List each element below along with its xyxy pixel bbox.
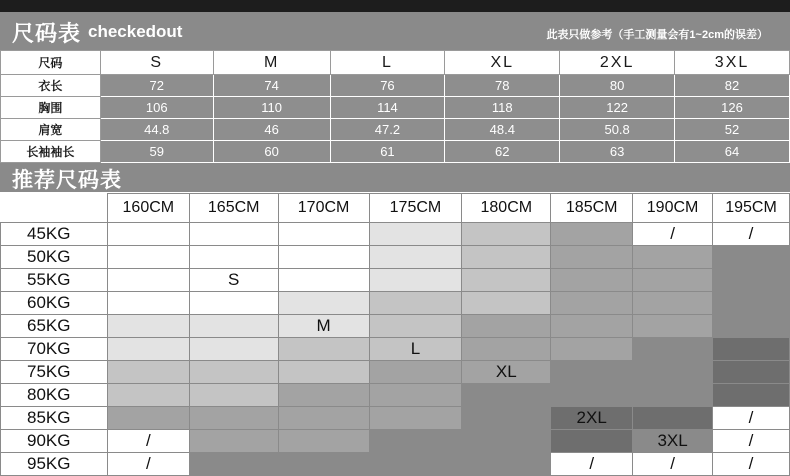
- measure-row-shoulder: [1, 119, 790, 141]
- weight-label: 50KG: [1, 246, 108, 269]
- size-label: 2XL: [560, 51, 675, 75]
- recommend-cell: [278, 407, 369, 430]
- size-label: S: [100, 51, 213, 75]
- measure-value: 52: [675, 119, 790, 141]
- measure-value: 80: [560, 75, 675, 97]
- recommend-cell: [189, 361, 278, 384]
- size-label: 3XL: [675, 51, 790, 75]
- recommend-cell: [713, 338, 790, 361]
- recommend-cell: /: [551, 453, 633, 476]
- weight-row: [1, 292, 790, 315]
- recommend-cell: /: [107, 453, 189, 476]
- recommend-cell: [713, 246, 790, 269]
- recommend-cell: [462, 269, 551, 292]
- recommend-cell: /: [713, 453, 790, 476]
- weight-label: 85KG: [1, 407, 108, 430]
- recommend-cell: [189, 315, 278, 338]
- recommend-cell: [107, 384, 189, 407]
- measure-value: 63: [560, 141, 675, 163]
- recommend-cell: [107, 407, 189, 430]
- measure-value: 76: [330, 75, 445, 97]
- recommend-cell: [551, 430, 633, 453]
- recommend-cell: [278, 361, 369, 384]
- recommend-header: [0, 163, 790, 192]
- measure-value: 44.8: [100, 119, 213, 141]
- recommend-cell: [713, 292, 790, 315]
- recommend-cell: [462, 292, 551, 315]
- weight-label: 60KG: [1, 292, 108, 315]
- recommend-cell: [369, 361, 462, 384]
- measure-row-sleeve: [1, 141, 790, 163]
- measure-value: 48.4: [445, 119, 560, 141]
- recommend-cell: S: [189, 269, 278, 292]
- measure-value: 122: [560, 97, 675, 119]
- recommend-cell: /: [713, 223, 790, 246]
- measure-value: 110: [213, 97, 330, 119]
- size-label: M: [213, 51, 330, 75]
- recommend-cell: [551, 223, 633, 246]
- weight-row: [1, 223, 790, 246]
- measure-value: 74: [213, 75, 330, 97]
- weight-row: [1, 430, 790, 453]
- weight-label: 80KG: [1, 384, 108, 407]
- recommend-cell: [462, 407, 551, 430]
- recommend-cell: [713, 269, 790, 292]
- height-label: 190CM: [633, 194, 713, 223]
- recommend-cell: [278, 430, 369, 453]
- measure-value: 46: [213, 119, 330, 141]
- recommend-cell: [369, 269, 462, 292]
- size-measurement-table: [0, 50, 790, 163]
- size-chart-header: [0, 12, 790, 50]
- size-header-row: [1, 51, 790, 75]
- measure-label: 肩宽: [1, 119, 101, 141]
- weight-row: [1, 384, 790, 407]
- recommend-cell: [278, 384, 369, 407]
- recommend-cell: /: [713, 407, 790, 430]
- brand-name: checkedout: [88, 22, 183, 41]
- measurement-note: 此表只做参考（手工测量会有1~2cm的误差）: [546, 29, 768, 41]
- size-label: XL: [445, 51, 560, 75]
- recommend-cell: [551, 315, 633, 338]
- recommend-cell: /: [633, 223, 713, 246]
- height-label: 175CM: [369, 194, 462, 223]
- weight-label: 55KG: [1, 269, 108, 292]
- weight-row: [1, 453, 790, 476]
- measure-value: 82: [675, 75, 790, 97]
- recommend-cell: [462, 315, 551, 338]
- weight-row: [1, 246, 790, 269]
- height-label: 185CM: [551, 194, 633, 223]
- recommend-cell: [713, 315, 790, 338]
- weight-label: 90KG: [1, 430, 108, 453]
- measure-value: 61: [330, 141, 445, 163]
- weight-row: [1, 361, 790, 384]
- recommend-cell: [551, 246, 633, 269]
- recommend-cell: [189, 430, 278, 453]
- recommend-cell: [633, 269, 713, 292]
- weight-row: [1, 315, 790, 338]
- measure-value: 60: [213, 141, 330, 163]
- recommend-cell: [633, 292, 713, 315]
- weight-label: 65KG: [1, 315, 108, 338]
- recommend-cell: [462, 246, 551, 269]
- recommend-title: 推荐尺码表: [12, 169, 122, 192]
- recommend-cell: [633, 338, 713, 361]
- measure-label: 长袖袖长: [1, 141, 101, 163]
- recommend-cell: [278, 338, 369, 361]
- recommend-cell: [633, 361, 713, 384]
- recommend-cell: [107, 223, 189, 246]
- size-label: L: [330, 51, 445, 75]
- weight-row: [1, 407, 790, 430]
- recommend-cell: [551, 269, 633, 292]
- recommend-cell: [462, 453, 551, 476]
- recommend-cell: [189, 384, 278, 407]
- corner-cell: [1, 194, 108, 223]
- recommend-cell: [633, 407, 713, 430]
- height-label: 165CM: [189, 194, 278, 223]
- recommend-cell: 3XL: [633, 430, 713, 453]
- measure-value: 106: [100, 97, 213, 119]
- height-label: 180CM: [462, 194, 551, 223]
- measure-label: 衣长: [1, 75, 101, 97]
- recommend-cell: [107, 292, 189, 315]
- recommend-cell: 2XL: [551, 407, 633, 430]
- measure-value: 118: [445, 97, 560, 119]
- height-label: 195CM: [713, 194, 790, 223]
- recommend-cell: [713, 361, 790, 384]
- measure-value: 64: [675, 141, 790, 163]
- weight-label: 95KG: [1, 453, 108, 476]
- recommend-cell: [369, 384, 462, 407]
- weight-label: 75KG: [1, 361, 108, 384]
- recommend-cell: XL: [462, 361, 551, 384]
- weight-row: [1, 269, 790, 292]
- recommend-cell: [551, 361, 633, 384]
- recommend-cell: [633, 315, 713, 338]
- height-header-row: [1, 194, 790, 223]
- measure-label: 胸围: [1, 97, 101, 119]
- recommend-cell: [462, 430, 551, 453]
- recommend-cell: [189, 223, 278, 246]
- recommend-cell: [369, 223, 462, 246]
- recommend-cell: [551, 384, 633, 407]
- recommend-cell: [369, 315, 462, 338]
- recommend-cell: [713, 384, 790, 407]
- recommend-cell: [278, 223, 369, 246]
- size-chart-title: 尺码表: [12, 21, 82, 46]
- recommend-cell: [551, 292, 633, 315]
- recommend-cell: [369, 453, 462, 476]
- measure-value: 72: [100, 75, 213, 97]
- recommend-cell: [369, 407, 462, 430]
- recommend-cell: [278, 292, 369, 315]
- measure-row-length: [1, 75, 790, 97]
- weight-label: 70KG: [1, 338, 108, 361]
- weight-label: 45KG: [1, 223, 108, 246]
- recommend-cell: [369, 292, 462, 315]
- recommend-cell: [107, 338, 189, 361]
- recommend-cell: L: [369, 338, 462, 361]
- recommend-cell: [551, 338, 633, 361]
- recommend-cell: /: [107, 430, 189, 453]
- recommend-size-table: [0, 193, 790, 476]
- measure-value: 114: [330, 97, 445, 119]
- recommend-cell: [278, 453, 369, 476]
- measure-value: 50.8: [560, 119, 675, 141]
- measure-row-chest: [1, 97, 790, 119]
- measure-value: 47.2: [330, 119, 445, 141]
- measure-value: 78: [445, 75, 560, 97]
- recommend-cell: [189, 407, 278, 430]
- recommend-cell: [189, 292, 278, 315]
- recommend-cell: [189, 453, 278, 476]
- recommend-cell: [462, 338, 551, 361]
- recommend-cell: [633, 246, 713, 269]
- height-label: 170CM: [278, 194, 369, 223]
- recommend-cell: [278, 246, 369, 269]
- recommend-cell: [633, 384, 713, 407]
- recommend-cell: /: [713, 430, 790, 453]
- measure-value: 126: [675, 97, 790, 119]
- recommend-cell: [189, 338, 278, 361]
- recommend-cell: [107, 361, 189, 384]
- recommend-cell: [107, 315, 189, 338]
- recommend-cell: [107, 269, 189, 292]
- height-label: 160CM: [107, 194, 189, 223]
- recommend-cell: /: [633, 453, 713, 476]
- measure-value: 59: [100, 141, 213, 163]
- size-row-header-label: 尺码: [1, 51, 101, 75]
- recommend-cell: [369, 246, 462, 269]
- recommend-cell: [107, 246, 189, 269]
- recommend-cell: [462, 384, 551, 407]
- top-strip: [0, 0, 790, 12]
- recommend-cell: [278, 269, 369, 292]
- recommend-cell: M: [278, 315, 369, 338]
- recommend-cell: [189, 246, 278, 269]
- measure-value: 62: [445, 141, 560, 163]
- recommend-cell: [462, 223, 551, 246]
- weight-row: [1, 338, 790, 361]
- recommend-cell: [369, 430, 462, 453]
